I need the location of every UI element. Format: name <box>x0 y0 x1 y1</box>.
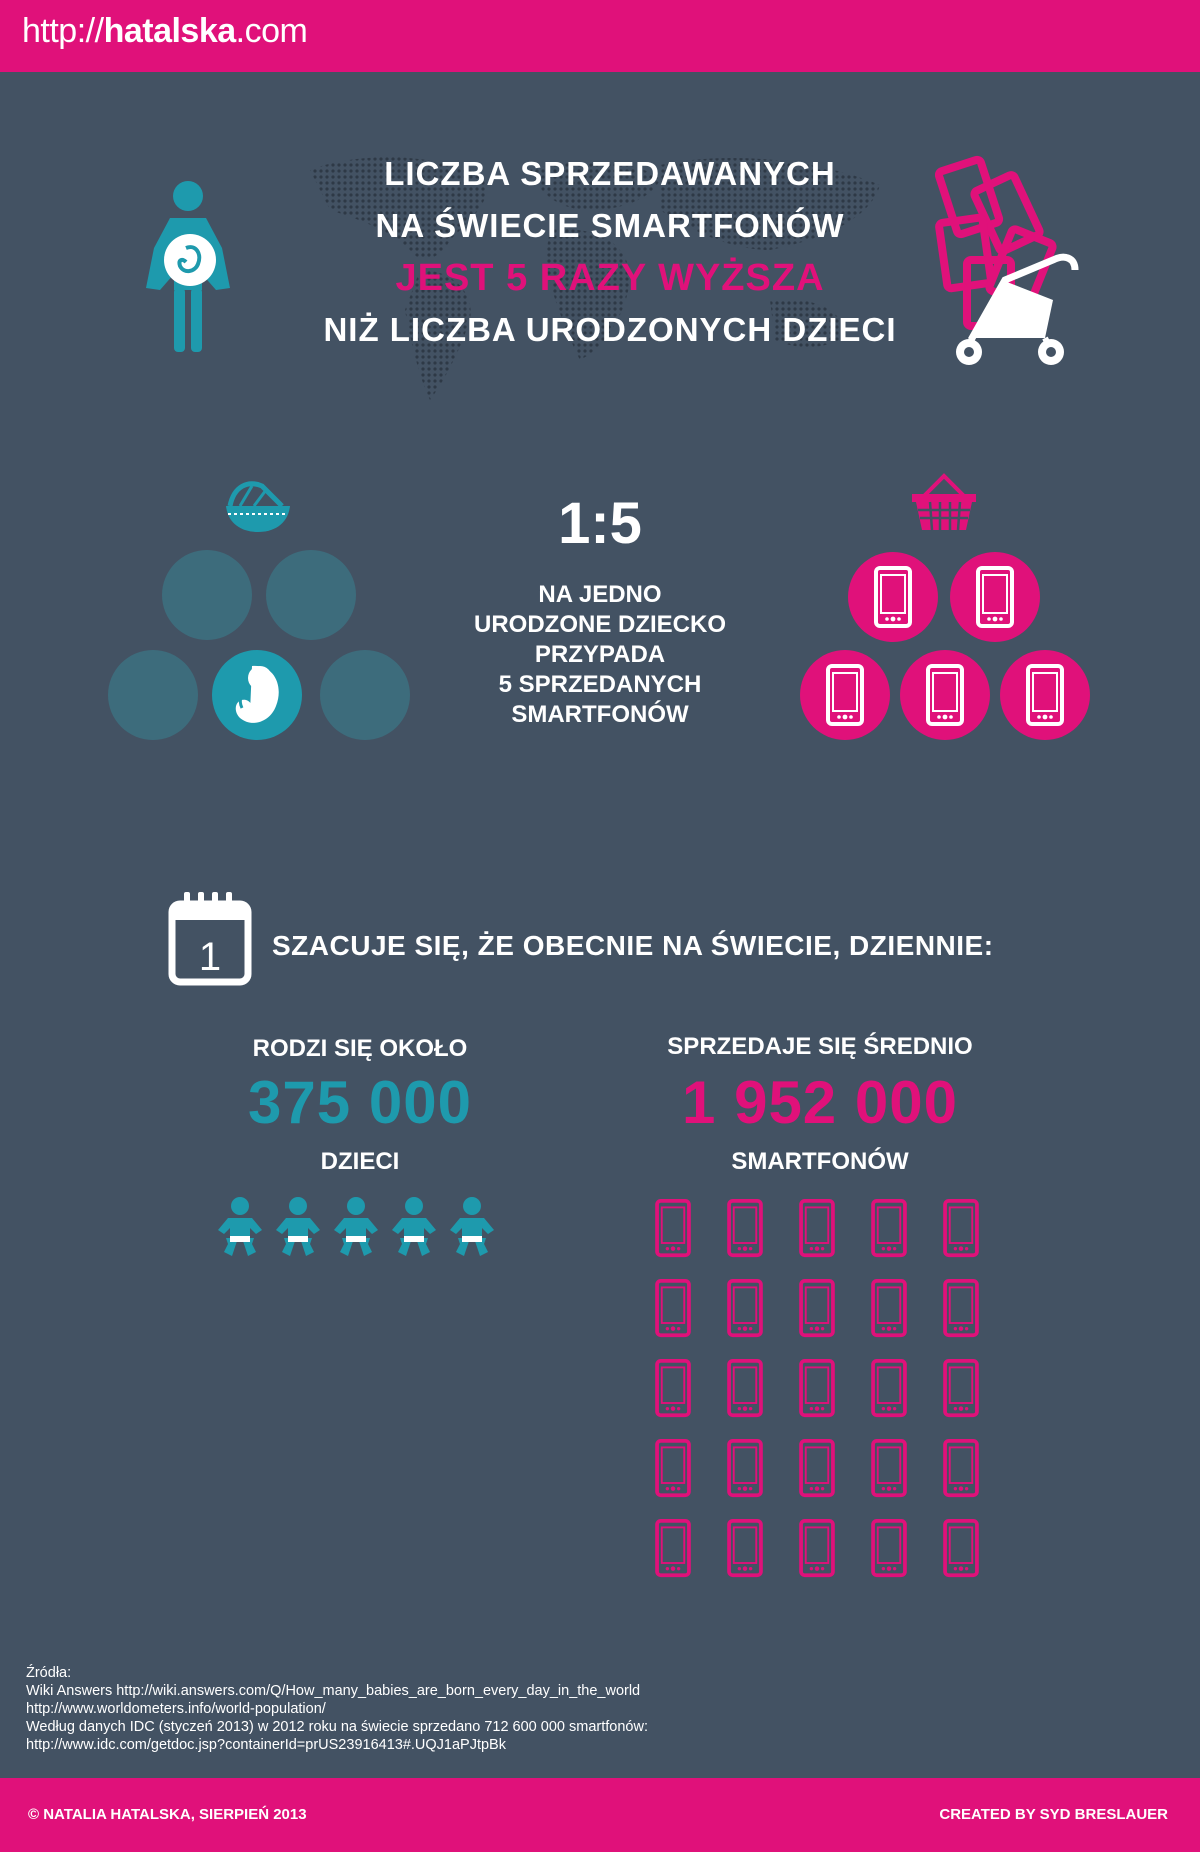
smartphone-circle <box>950 552 1040 642</box>
smartphone-icon <box>825 663 865 727</box>
smartphone-icon-grid <box>942 1198 980 1258</box>
baby-circle <box>320 650 410 740</box>
daily-heading: SZACUJE SIĘ, ŻE OBECNIE NA ŚWIECIE, DZIENNIE: <box>272 930 994 961</box>
smartphone-icon <box>870 1198 908 1258</box>
births-unit: DZIECI <box>320 1148 400 1175</box>
top-bar <box>0 0 1200 72</box>
smartphone-icon-grid <box>654 1278 692 1338</box>
smartphone-icon <box>798 1438 836 1498</box>
smartphone-icon <box>942 1358 980 1418</box>
sales-value: 1 952 000 <box>682 1069 958 1136</box>
smartphone-icon <box>726 1518 764 1578</box>
smartphone-icon <box>654 1358 692 1418</box>
baby-circle-highlight <box>212 650 302 740</box>
smartphone-icon <box>798 1358 836 1418</box>
headline: LICZBA SPRZEDAWANYCH NA ŚWIECIE SMARTFONÓW JEST 5 RAZY WYŻSZA NIŻ LICZBA URODZONYCH DZIECI <box>323 155 897 348</box>
smartphone-icon-grid <box>942 1518 980 1578</box>
births-value: 375 000 <box>248 1069 472 1136</box>
smartphone-icon <box>798 1518 836 1578</box>
smartphone-circle <box>800 650 890 740</box>
smartphone-icon <box>1025 663 1065 727</box>
baby-circle <box>108 650 198 740</box>
smartphone-icon <box>654 1198 692 1258</box>
smartphone-icon <box>798 1278 836 1338</box>
sales-unit: SMARTFONÓW <box>731 1148 909 1175</box>
smartphone-circle <box>848 552 938 642</box>
baby-circle <box>266 550 356 640</box>
smartphone-icon <box>942 1278 980 1338</box>
smartphone-icon-grid <box>798 1278 836 1338</box>
smartphone-icon-grid <box>870 1198 908 1258</box>
smartphone-icon <box>726 1198 764 1258</box>
smartphone-icon <box>925 663 965 727</box>
smartphone-icon <box>726 1438 764 1498</box>
smartphone-icon <box>726 1278 764 1338</box>
smartphone-icon-grid <box>726 1278 764 1338</box>
smartphone-icon <box>870 1438 908 1498</box>
site-url[interactable]: http://hatalska.com <box>22 12 308 50</box>
credit: CREATED BY SYD BRESLAUER <box>939 1806 1168 1823</box>
smartphone-icon-grid <box>942 1278 980 1338</box>
smartphone-icon-grid <box>726 1198 764 1258</box>
smartphone-circle <box>1000 650 1090 740</box>
smartphone-icon-grid <box>798 1198 836 1258</box>
smartphone-icon <box>942 1518 980 1578</box>
smartphone-icon <box>873 565 913 629</box>
smartphone-icon-grid <box>726 1518 764 1578</box>
baby-icon <box>390 1196 438 1260</box>
calendar-day: 1 <box>198 935 222 979</box>
births-label: RODZI SIĘ OKOŁO <box>252 1035 468 1062</box>
smartphone-circle <box>900 650 990 740</box>
smartphone-icon-grid <box>654 1518 692 1578</box>
copyright: © NATALIA HATALSKA, SIERPIEŃ 2013 <box>28 1806 307 1823</box>
cradle-icon <box>222 480 294 534</box>
smartphone-icon <box>654 1278 692 1338</box>
footer <box>0 1778 1200 1852</box>
smartphone-icon <box>942 1438 980 1498</box>
smartphone-icon <box>654 1518 692 1578</box>
smartphone-icon-grid <box>654 1358 692 1418</box>
ratio-description: NA JEDNO URODZONE DZIECKO PRZYPADA 5 SPRZEDANYCH SMARTFONÓW <box>474 581 726 728</box>
sources: Źródła: Wiki Answers http://wiki.answers.com/Q/How_many_babies_are_born_every_day_in_the_world http://www.worldometers.info/world-population/ Według danych IDC (styczeń 2013) w 2012 roku na świecie sprzedano 712 600 000 smartfonów: http://www.idc.com/getdoc.jsp?containerId=prUS23916413#.UQJ1aPJtpBk <box>26 1665 648 1753</box>
smartphone-icon-grid <box>870 1278 908 1338</box>
basket-icon <box>910 472 978 532</box>
smartphone-icon-grid <box>726 1438 764 1498</box>
smartphone-icon <box>975 565 1015 629</box>
pregnant-woman-icon <box>140 178 236 354</box>
baby-icon <box>448 1196 496 1260</box>
baby-icon <box>274 1196 322 1260</box>
calendar-icon <box>168 890 252 986</box>
smartphone-icon-grid <box>726 1358 764 1418</box>
smartphone-icon <box>798 1198 836 1258</box>
sales-label: SPRZEDAJE SIĘ ŚREDNIO <box>667 1033 973 1060</box>
smartphone-icon-grid <box>870 1518 908 1578</box>
smartphone-icon-grid <box>870 1358 908 1418</box>
smartphones-stroller-icon <box>935 150 1085 370</box>
smartphone-icon <box>870 1278 908 1338</box>
baby-icon <box>332 1196 380 1260</box>
ratio-value: 1:5 <box>558 491 642 556</box>
smartphone-icon <box>870 1358 908 1418</box>
smartphone-icon <box>726 1358 764 1418</box>
smartphone-icon <box>870 1518 908 1578</box>
smartphone-icon-grid <box>654 1198 692 1258</box>
smartphone-icon <box>654 1438 692 1498</box>
smartphone-icon-grid <box>870 1438 908 1498</box>
baby-circle <box>162 550 252 640</box>
smartphone-icon-grid <box>654 1438 692 1498</box>
smartphone-icon-grid <box>798 1438 836 1498</box>
smartphone-icon <box>942 1198 980 1258</box>
fetus-icon <box>212 650 302 740</box>
smartphone-icon-grid <box>942 1358 980 1418</box>
smartphone-icon-grid <box>798 1518 836 1578</box>
smartphone-icon-grid <box>942 1438 980 1498</box>
smartphone-icon-grid <box>798 1358 836 1418</box>
baby-icon <box>216 1196 264 1260</box>
